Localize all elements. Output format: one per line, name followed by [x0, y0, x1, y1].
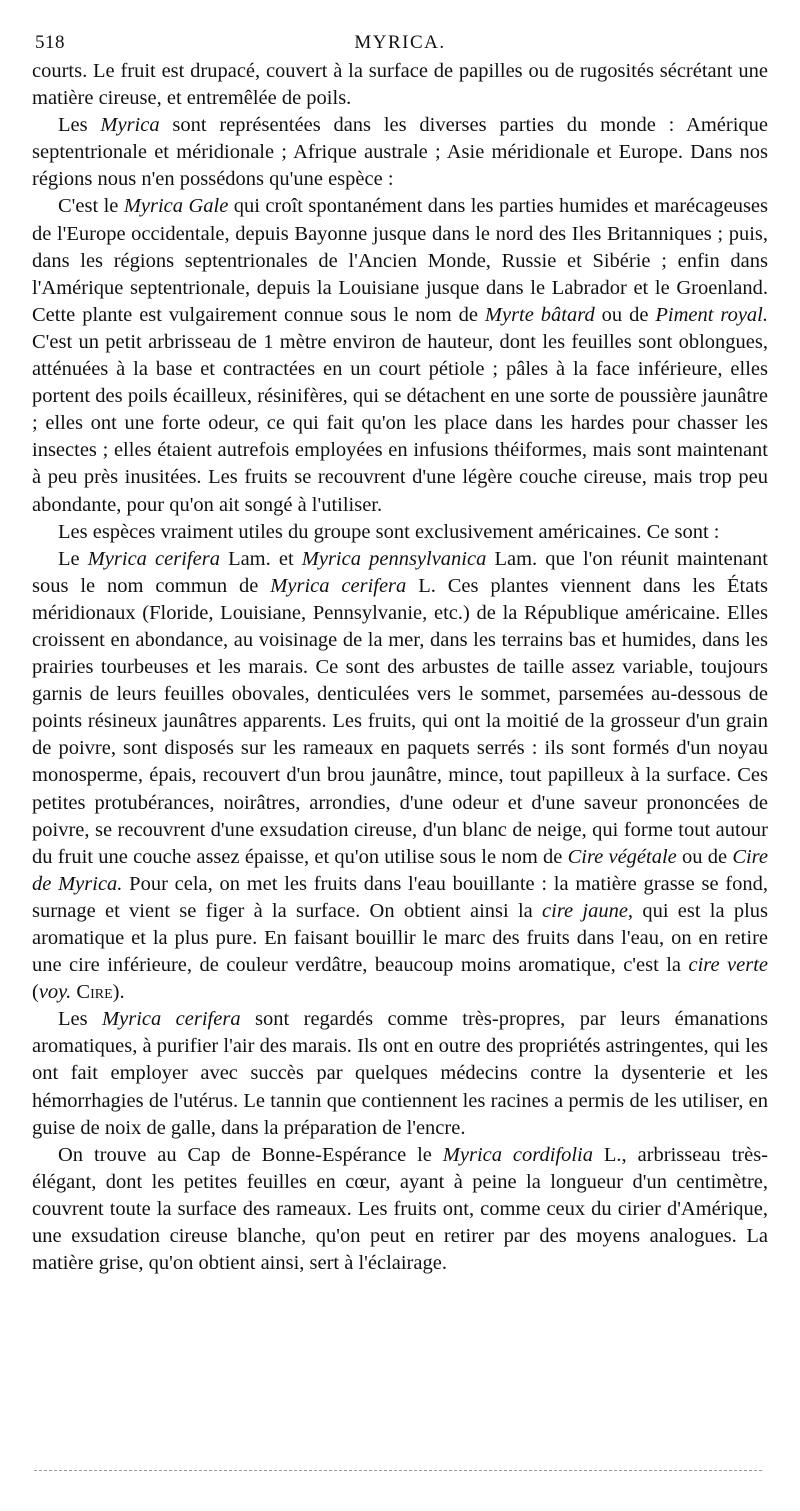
italic-term: Myrica cerifera	[87, 547, 220, 570]
paragraph	[32, 193, 768, 518]
text-run: qui est la plus aromatique et la plus pure. En faisant bouillir le marc des fruits dans l'eau, on en retire une cire inférieure, de couleur verdâtre, beaucoup moins aromatique, c'est la	[32, 899, 769, 977]
italic-term: Myrica Gale	[123, 195, 229, 218]
text-run: courts. Le fruit est drupacé, couvert à la surface de papilles ou de rugosités sécrétant une matière cireuse, et entremêlée de poils.	[32, 60, 768, 110]
text-run: L. Ces plantes viennent dans les États méridionaux (Floride, Louisiane, Pennsylvanie, etc.) de la République américaine. Elles croissent en abondance, au voisinage de la mer, dans les terrains bas et humides, dans les prairies tourbeuses et les marais. Ce sont des arbustes de taille assez variable, toujours garnis de leurs feuilles obovales, denticulées vers le sommet, parsemées au-dessous de points résineux jaunâtres apparents. Les fruits, qui ont la moitié de la grosseur d'un grain de poivre, sont disposés sur les rameaux en paquets serrés : ils sont formés d'un noyau monosperme, épais, recouvert d'un brou jaunâtre, mince, tout papilleux à la surface. Ces petites protubérances, noirâtres, arrondies, d'une odeur et d'une saveur prononcées de poivre, se recouvrent d'une exsudation cireuse, d'un blanc de neige, qui forme tout autour du fruit une couche assez épaisse, et qu'on utilise sous le nom de	[32, 574, 768, 868]
text-run: On trouve au Cap de Bonne-Espérance le	[58, 1143, 443, 1166]
text-run: Pour cela, on met les fruits dans l'eau bouillante : la matière grasse se fond, surnage et vient se figer à la surface. On obtient ainsi la	[32, 872, 769, 922]
paragraph	[32, 546, 768, 1007]
italic-term: Myrica cerifera	[270, 574, 407, 597]
italic-term: Cire végétale	[567, 845, 677, 868]
paragraph	[32, 1006, 768, 1141]
text-run: Les	[58, 114, 101, 137]
text-run: ou de	[594, 303, 656, 326]
italic-term: Piment royal.	[655, 303, 768, 326]
small-caps-term: Cire	[76, 981, 113, 1004]
page-number: 518	[35, 32, 65, 53]
text-run: (	[32, 981, 39, 1004]
italic-term: cire jaune,	[542, 899, 634, 922]
italic-term: Myrica pennsylvanica	[301, 547, 487, 570]
text-run: ).	[112, 981, 125, 1004]
italic-term: cire verte	[688, 954, 768, 977]
text-run: sont regardés comme très-propres, par leurs émanations aromatiques, à purifier l'air des marais. Ils ont en outre des propriétés astringentes, qui les ont fait employer avec succès par quelques médecins contre la dysenterie et les hémorrhagies de l'utérus. Le tannin que contiennent les racines a permis de les utiliser, en guise de noix de galle, dans la préparation de l'encre.	[32, 1008, 768, 1139]
text-run: Lam. et	[219, 547, 302, 570]
italic-term: Myrica cordifolia	[442, 1143, 593, 1166]
running-head	[32, 30, 768, 58]
page	[32, 30, 768, 1277]
running-title: MYRICA.	[354, 32, 446, 53]
paragraph	[32, 1142, 768, 1277]
italic-term: Myrica cerifera	[102, 1008, 241, 1031]
italic-term: Myrte bâtard	[484, 303, 595, 326]
italic-term: Myrica	[100, 114, 160, 137]
text-run: C'est un petit arbrisseau de 1 mètre environ de hauteur, dont les feuilles sont oblongues, atténuées à la base et contractées en un court pétiole ; pâles à la face inférieure, elles portent des poils écailleux, résinifères, qui se détachent en une sorte de poussière jaunâtre ; elles ont une forte odeur, ce qui fait qu'on les place dans les hardes pour chasser les insectes ; elles étaient autrefois employées en infusions théiformes, mais sont maintenant à peu près inusitées. Les fruits se recouvrent d'une légère couche cireuse, mais trop peu abondante, pour qu'on ait songé à l'utiliser.	[32, 330, 768, 516]
text-run: Les espèces vraiment utiles du groupe sont exclusivement américaines. Ce sont :	[58, 520, 720, 543]
text-run: sont représentées dans les diverses parties du monde : Amérique septentrionale et méridionale ; Afrique australe ; Asie méridionale et Europe. Dans nos régions nous n'en possédons qu'une espèce :	[32, 114, 769, 191]
paragraph	[32, 58, 768, 112]
paragraph	[32, 112, 768, 193]
text-run: C'est le	[58, 195, 124, 218]
text-run: Lam. que l'on réunit maintenant sous le nom commun de	[32, 547, 768, 597]
body-text	[32, 58, 768, 1277]
text-run: Le	[58, 547, 88, 570]
text-run: qui croît spontanément dans les parties humides et marécageuses de l'Europe occidentale, depuis Bayonne jusque dans le nord des Iles Britanniques ; puis, dans les régions septentrionales de l'Ancien Monde, Russie et Sibérie ; enfin dans l'Amérique septentrionale, depuis la Louisiane jusque dans le Labrador et le Groenland. Cette plante est vulgairement connue sous le nom de	[32, 195, 769, 326]
text-run: ou de	[676, 845, 733, 868]
text-run: L., arbrisseau très-élégant, dont les petites feuilles en cœur, ayant à peine la longueur d'un centimètre, couvrent toute la surface des rameaux. Les fruits ont, comme ceux du cirier d'Amérique, une exsudation cireuse blanche, qu'on peut en retirer par des moyens analogues. La matière grise, qu'on obtient ainsi, sert à l'éclairage.	[32, 1143, 768, 1275]
italic-term: Cire de Myrica.	[32, 845, 768, 895]
bottom-rule	[34, 1470, 762, 1471]
text-run: Les	[58, 1008, 103, 1031]
paragraph	[32, 519, 768, 546]
italic-term: voy.	[38, 981, 72, 1004]
